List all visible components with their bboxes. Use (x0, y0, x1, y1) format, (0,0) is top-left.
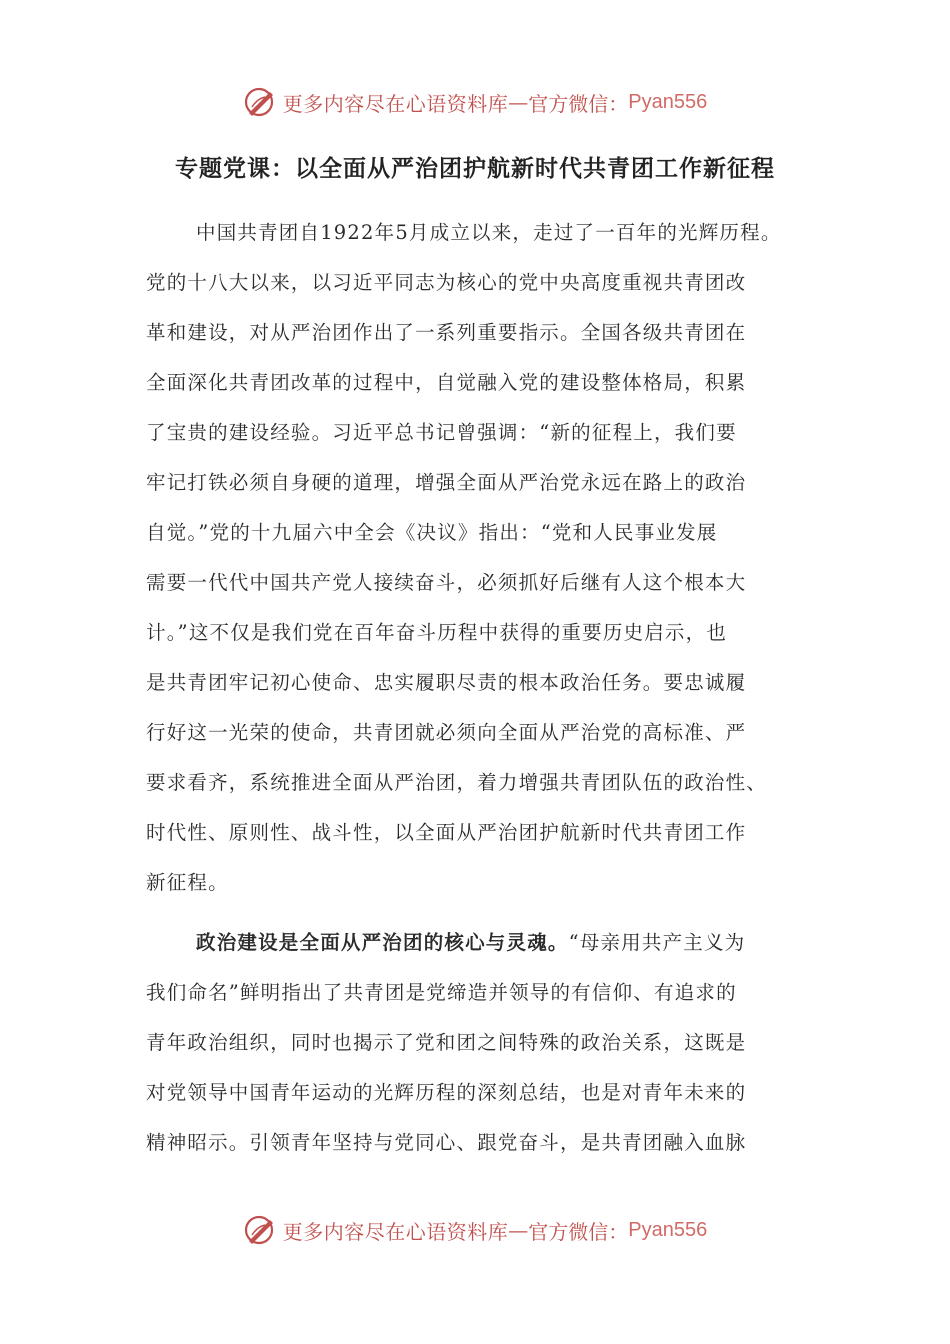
paragraph-line: 时代性、原则性、战斗性，以全面从严治团护航新时代共青团工作 (146, 821, 747, 844)
paragraph-heading-bold: 政治建设是全面从严治团的核心与灵魂。 (196, 931, 569, 954)
paragraph-line: 革和建设，对从严治团作出了一系列重要指示。全国各级共青团在 (146, 321, 747, 344)
paragraph-line: 我们命名”鲜明指出了共青团是党缔造并领导的有信仰、有追求的 (146, 981, 737, 1004)
paragraph-line: 计。”这不仅是我们党在百年奋斗历程中获得的重要历史启示，也 (146, 621, 728, 644)
banner-brand-text: 更多内容尽在心语资料库 (282, 1219, 509, 1244)
paragraph-line: 党的十八大以来，以习近平同志为核心的党中央高度重视共青团改 (146, 271, 747, 294)
paragraph-lead-rest: “母亲用共产主义为 (568, 931, 746, 954)
paragraph-line: 要求看齐，系统推进全面从严治团，着力增强共青团队伍的政治性、 (146, 771, 768, 794)
banner-dash: — (508, 1218, 529, 1242)
paragraph-political-building (146, 918, 836, 1168)
banner-brand-text: 更多内容尽在心语资料库 (282, 91, 509, 116)
paragraph-line: 中国共青团自1922年5月成立以来，走过了一百年的光辉历程。 (196, 221, 782, 244)
paragraph-lead-line (146, 918, 836, 968)
footer-banner (0, 1212, 950, 1248)
paragraph-line: 行好这一光荣的使命，共青团就必须向全面从严治党的高标准、严 (146, 721, 747, 744)
paragraph-line: 需要一代代中国共产党人接续奋斗，必须抓好后继有人这个根本大 (146, 571, 747, 594)
paragraph-intro (146, 208, 836, 908)
paragraph-line: 牢记打铁必须自身硬的道理，增强全面从严治党永远在路上的政治 (146, 471, 747, 494)
banner-wechat-label: 官方微信： (528, 1219, 629, 1244)
paragraph-line: 了宝贵的建设经验。习近平总书记曾强调：“新的征程上，我们要 (146, 421, 737, 444)
paragraph-line: 对党领导中国青年运动的光辉历程的深刻总结，也是对青年未来的 (146, 1081, 747, 1104)
banner-wechat-id: Pyan556 (628, 1218, 708, 1241)
document-title: 专题党课：以全面从严治团护航新时代共青团工作新征程 (175, 156, 775, 182)
paragraph-line: 精神昭示。引领青年坚持与党同心、跟党奋斗，是共青团融入血脉 (146, 1131, 747, 1154)
pen-logo-icon (243, 85, 277, 119)
paragraph-line: 青年政治组织，同时也揭示了党和团之间特殊的政治关系，这既是 (146, 1031, 747, 1054)
pen-logo-icon (243, 1213, 277, 1247)
banner-dash: — (508, 90, 529, 114)
paragraph-line: 新征程。 (146, 871, 229, 894)
paragraph-line: 自觉。”党的十九届六中全会《决议》指出：“党和人民事业发展 (146, 521, 718, 544)
paragraph-line: 全面深化共青团改革的过程中，自觉融入党的建设整体格局，积累 (146, 371, 747, 394)
banner-wechat-label: 官方微信： (528, 91, 629, 116)
header-banner (0, 84, 950, 120)
paragraph-line: 是共青团牢记初心使命、忠实履职尽责的根本政治任务。要忠诚履 (146, 671, 747, 694)
banner-wechat-id: Pyan556 (628, 90, 708, 113)
